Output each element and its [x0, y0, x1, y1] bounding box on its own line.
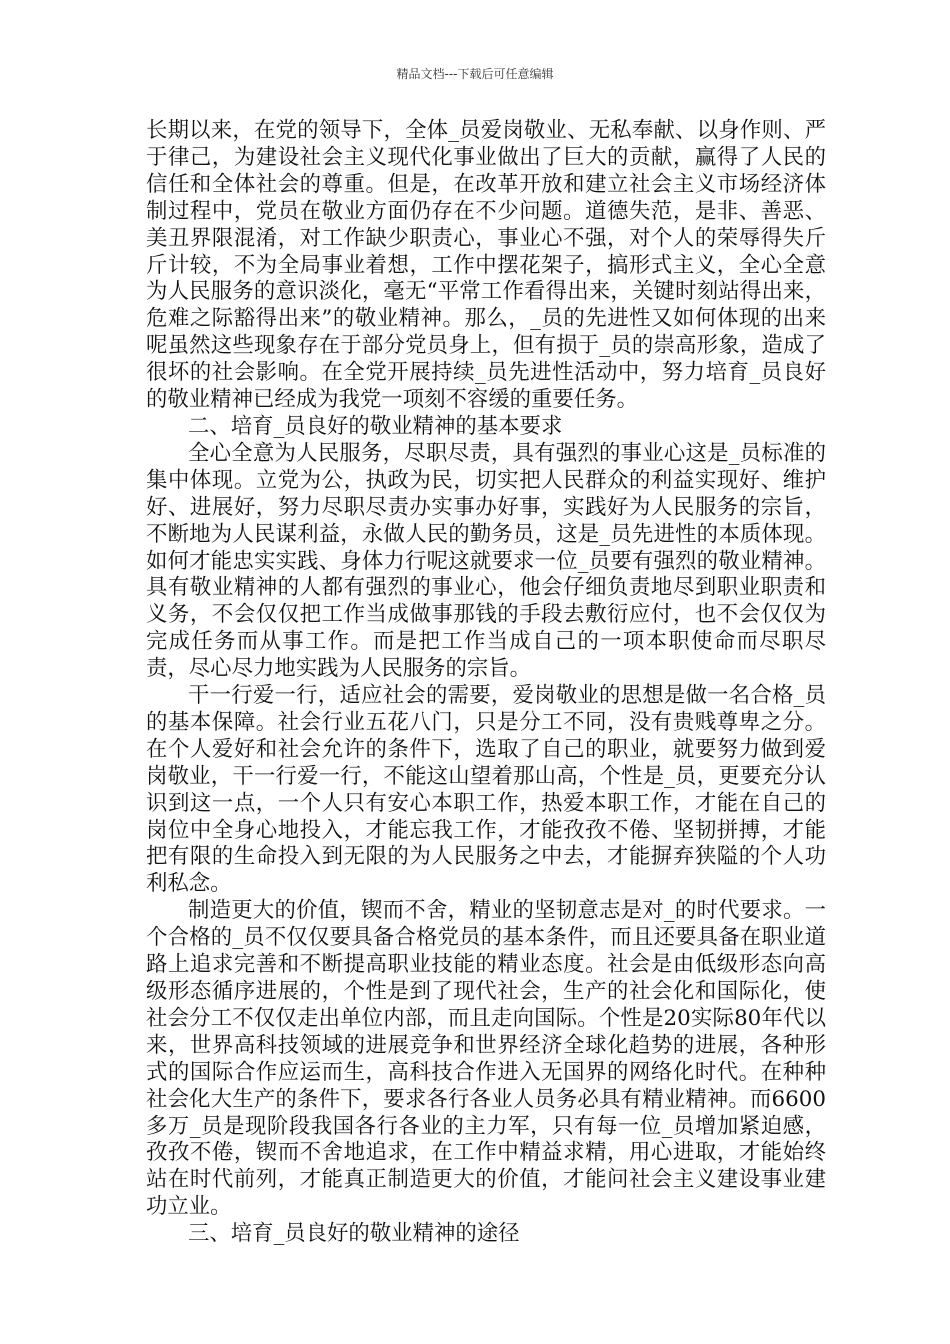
paragraph-create-value: 制造更大的价值，锲而不舍，精业的坚韧意志是对_的时代要求。一个合格的_员不仅仅要具备合格党员的基本条件，而且还要具备在职业道路上追求完善和不断提高职业技能的精业态度。社会是由低级形态向高级形态循序进展的，个性是到了现代社会，生产的社会化和国际化，使社会分工不仅仅走出单位内部，而且走向国际。个性是20实际80年代以来，世界高科技领域的进展竞争和世界经济全球化趋势的进展，各种形式的国际合作应运而生，高科技合作进入无国界的网络化时代。在种种社会化大生产的条件下，要求各行各业人员务必具有精业精神。而6600多万_员是现阶段我国各行各业的主力军，只有每一位_员增加紧迫感，孜孜不倦，锲而不舍地追求，在工作中精益求精，用心进取，才能始终站在时代前列，才能真正制造更大的价值，才能问社会主义建设事业建功立业。	[146, 898, 826, 1220]
section-heading-2: 二、培育_员良好的敬业精神的基本要求	[188, 413, 563, 439]
document-body	[146, 118, 826, 1248]
paragraph-intro: 长期以来，在党的领导下，全体_员爱岗敬业、无私奉献、以身作则、严于律己，为建设社会主义现代化事业做出了巨大的贡献，赢得了人民的信任和全体社会的尊重。但是，在改革开放和建立社会主义市场经济体制过程中，党员在敬业方面仍存在不少问题。道德失范，是非、善恶、美丑界限混淆，对工作缺少职责心，事业心不强，对个人的荣辱得失斤斤计较，不为全局事业着想，工作中摆花架子，搞形式主义，全心全意为人民服务的意识淡化，毫无“平常工作看得出来，关键时刻站得出来，危难之际豁得出来”的敬业精神。那么，_员的先进性又如何体现的出来呢虽然这些现象存在于部分党员身上，但有损于_员的崇高形象，造成了很坏的社会影响。在全党开展持续_员先进性活动中，努力培育_员良好的敬业精神已经成为我党一项刻不容缓的重要任务。	[146, 118, 826, 413]
page-header: 精品文档---下载后可任意编辑	[396, 67, 554, 81]
section-heading-3: 三、培育_员良好的敬业精神的途径	[188, 1221, 520, 1247]
paragraph-service: 全心全意为人民服务，尽职尽责，具有强烈的事业心这是_员标准的集中体现。立党为公，执政为民，切实把人民群众的利益实现好、维护好、进展好，努力尽职尽责办实事办好事，实践好为人民服务的宗旨，不断地为人民谋利益，永做人民的勤务员，这是_员先进性的本质体现。如何才能忠实实践、身体力行呢这就要求一位_员要有强烈的敬业精神。具有敬业精神的人都有强烈的事业心，他会仔细负责地尽到职业职责和义务，不会仅仅把工作当成做事那钱的手段去敷衍应付，也不会仅仅为完成任务而从事工作。而是把工作当成自己的一项本职使命而尽职尽责，尽心尽力地实践为人民服务的宗旨。	[146, 440, 826, 682]
paragraph-love-job: 干一行爱一行，适应社会的需要，爱岗敬业的思想是做一名合格_员的基本保障。社会行业五花八门，只是分工不同，没有贵贱尊卑之分。在个人爱好和社会允许的条件下，选取了自己的职业，就要努力做到爱岗敬业，干一行爱一行，不能这山望着那山高，个性是_员，更要充分认识到这一点，一个人只有安心本职工作，热爱本职工作，才能在自己的岗位中全身心地投入，才能忘我工作，才能孜孜不倦、坚韧拼搏，才能把有限的生命投入到无限的为人民服务之中去，才能摒弃狭隘的个人功利私念。	[146, 683, 826, 897]
